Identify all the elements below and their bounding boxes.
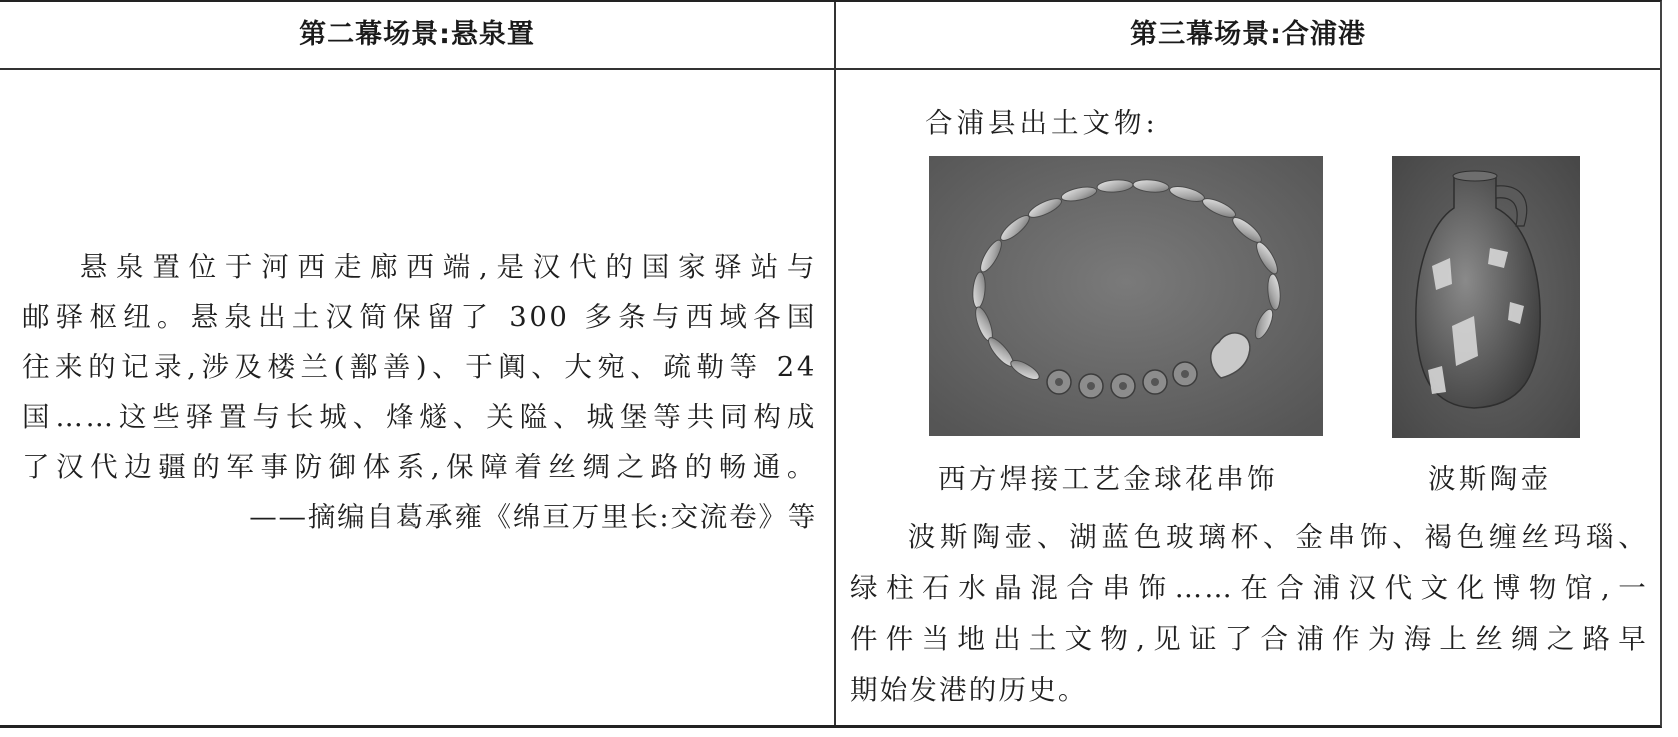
passage-line: 国……这些驿置与长城、烽燧、关隘、城堡等共同构成 [22,401,817,433]
jar-caption: 波斯陶壶 [1428,463,1552,495]
necklace-illustration [929,156,1323,436]
hepu-passage [850,512,1648,716]
source-citation: ——摘编自葛承雍《绵亘万里长:交流卷》等 [249,501,817,533]
passage-line: 期始发港的历史。 [850,674,1088,706]
header-scene-three: 第三幕场景:合浦港 [1130,19,1366,50]
table-header-row [0,2,1660,70]
jar-illustration [1392,156,1580,438]
artifacts-intro: 合浦县出土文物: [925,107,1159,139]
passage-line: 了汉代边疆的军事防御体系,保障着丝绸之路的畅通。 [22,451,817,483]
persian-pottery-jar-photo [1392,156,1580,438]
gold-necklace-photo [929,156,1323,436]
passage-line: 往来的记录,涉及楼兰(鄯善)、于阗、大宛、疏勒等 24 [22,351,817,383]
column-divider [834,2,836,725]
passage-line: 邮驿枢纽。悬泉出土汉简保留了 300 多条与西域各国 [22,301,817,333]
necklace-caption: 西方焊接工艺金球花串饰 [938,463,1278,495]
header-scene-two: 第二幕场景:悬泉置 [299,19,535,50]
passage-line: 绿柱石水晶混合串饰……在合浦汉代文化博物馆,一 [850,572,1648,604]
passage-line: 波斯陶壶、湖蓝色玻璃杯、金串饰、褐色缠丝玛瑙、 [907,521,1648,553]
passage-line: 悬泉置位于河西走廊西端,是汉代的国家驿站与 [79,251,817,283]
xuanquan-passage [22,242,817,542]
passage-line: 件件当地出土文物,见证了合浦作为海上丝绸之路早 [850,623,1648,655]
